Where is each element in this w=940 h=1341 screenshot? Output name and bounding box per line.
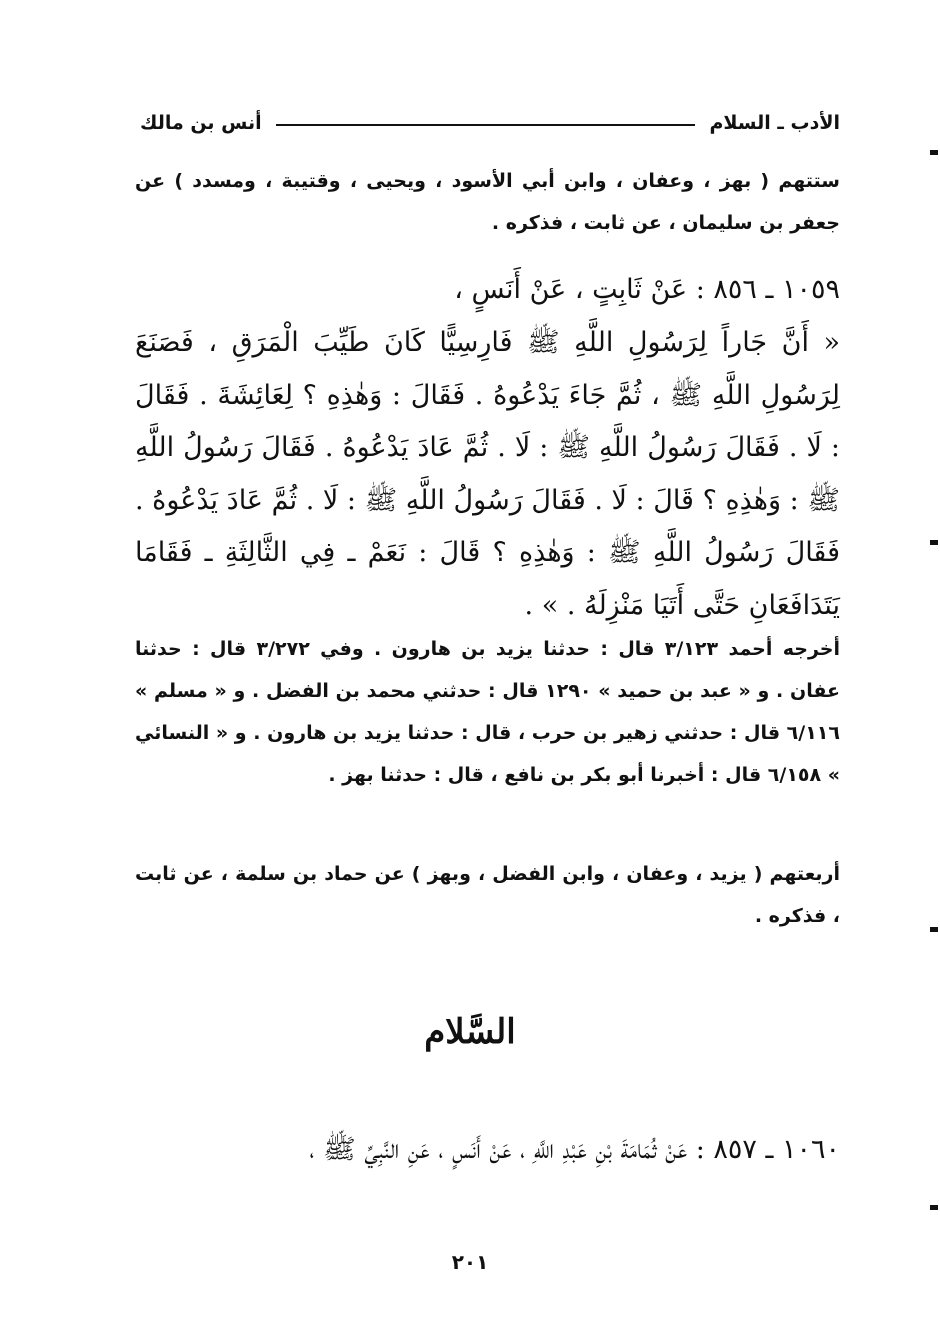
hadith-1060-heading: ١٠٦٠ ـ ٨٥٧ : عَنْ ثُمَامَةَ بْنِ عَبْدِ اللَّهِ ، عَنْ أَنَسٍ ، عَنِ النَّبِيِّ ﷺ ، [309,1134,840,1165]
running-header [140,106,840,140]
scan-margin-mark [930,1205,938,1210]
chapter-title: الأدب ـ السلام [709,112,840,134]
narrator-name: أنس بن مالك [140,112,262,134]
scan-margin-mark [930,927,938,932]
sources-paragraph-1: ستتهم ( بهز ، وعفان ، وابن أبي الأسود ، ويحيى ، وقتيبة ، ومسدد ) عن جعفر بن سليمان ، عن ثابت ، فذكره . [135,170,840,234]
page-number: ٢٠١ [451,1250,489,1274]
scan-margin-mark [930,150,938,155]
section-title: السَّلام [424,1012,516,1052]
header-rule [276,124,696,126]
scan-margin-mark [930,540,938,545]
hadith-1059-heading: ١٠٥٩ ـ ٨٥٦ : عَنْ ثَابِتٍ ، عَنْ أَنَسٍ ، [454,274,840,305]
hadith-1059-text: « أَنَّ جَاراً لِرَسُولِ اللَّهِ ﷺ فَارِسِيًّا كَانَ طَيِّبَ الْمَرَقِ ، فَصَنَعَ لِرَسُولِ اللَّهِ ﷺ ، ثُمَّ جَاءَ يَدْعُوهُ . فَقَالَ : وَهٰذِهِ ؟ لِعَائِشَةَ . فَقَالَ : لَا . فَقَالَ رَسُولُ اللَّهِ ﷺ : لَا . ثُمَّ عَادَ يَدْعُوهُ . فَقَالَ رَسُولُ اللَّهِ ﷺ : وَهٰذِهِ ؟ قَالَ : لَا . فَقَالَ رَسُولُ اللَّهِ ﷺ : لَا . ثُمَّ عَادَ يَدْعُوهُ . فَقَالَ رَسُولُ اللَّهِ ﷺ : وَهٰذِهِ ؟ قَالَ : نَعَمْ ـ فِي الثَّالِثَةِ ـ فَقَامَا يَتَدَافَعَانِ حَتَّى أَتَيَا مَنْزِلَهُ . » . [135,327,840,621]
sources-paragraph-2: أربعتهم ( يزيد ، وعفان ، وابن الفضل ، وبهز ) عن حماد بن سلمة ، عن ثابت ، فذكره . [135,863,840,927]
takhrij-paragraph: أخرجه أحمد ٣/١٢٣ قال : حدثنا يزيد بن هارون . وفي ٣/٢٧٢ قال : حدثنا عفان . و « عبد بن حميد » ١٢٩٠ قال : حدثني محمد بن الفضل . و « مسلم » ٦/١١٦ قال : حدثني زهير بن حرب ، قال : حدثنا يزيد بن هارون . و « النسائي » ٦/١٥٨ قال : أخبرنا أبو بكر بن نافع ، قال : حدثنا بهز . [135,638,841,786]
